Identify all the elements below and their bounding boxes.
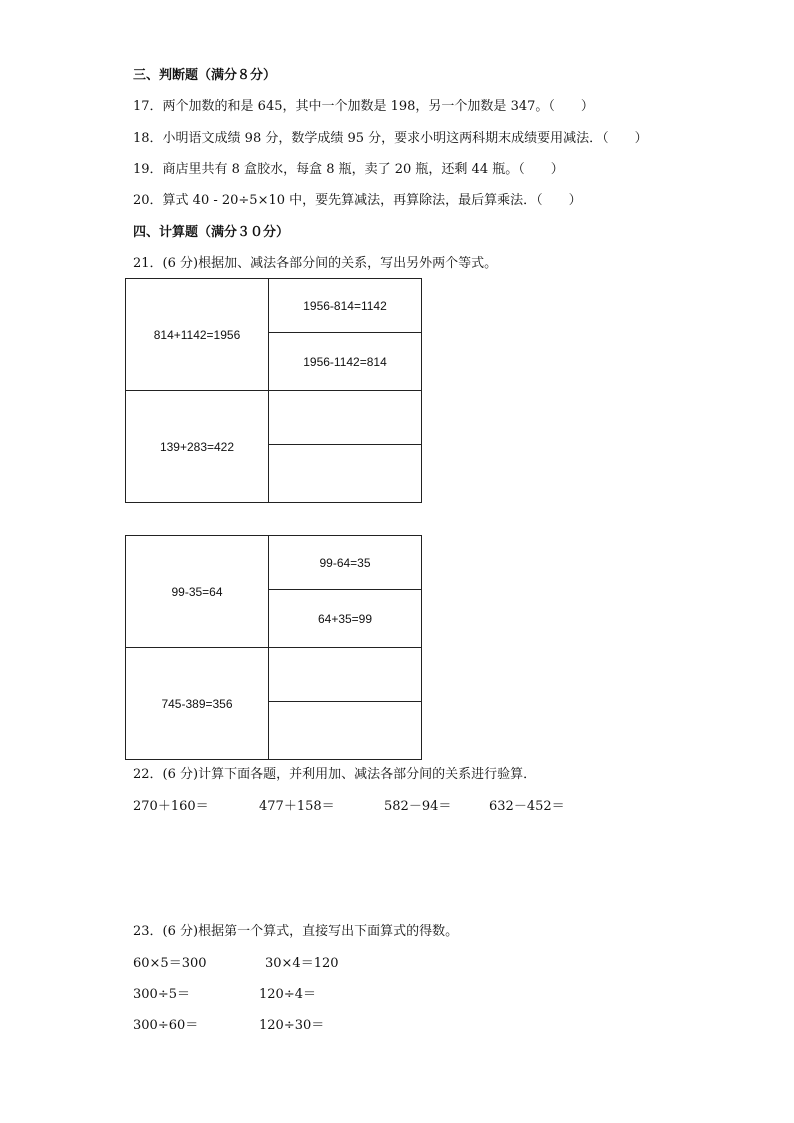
question-20: 20．算式 40 - 20÷5×10 中，要先算减法，再算除法，最后算乘法．（ ） [133,193,582,208]
question-19: 19．商店里共有 8 盒胶水，每盒 8 瓶，卖了 20 瓶，还剩 44 瓶。（ ） [133,162,564,177]
q23-item: 120÷30＝ [259,1018,325,1033]
derived-equation-cell: 64+35=99 [269,590,422,648]
q22-item: 632－452＝ [489,799,565,814]
section-4-title: 四、计算题（满分３０分） [133,225,290,240]
derived-equation-cell: 1956-814=1142 [269,279,422,333]
q22-item: 477＋158＝ [259,799,335,814]
question-21: 21．(6 分)根据加、减法各部分间的关系，写出另外两个等式。 [133,256,498,271]
relation-table-1 [125,278,422,503]
question-22: 22．(6 分)计算下面各题，并利用加、减法各部分间的关系进行验算． [133,767,537,782]
given-equation-cell: 745-389=356 [126,648,269,760]
q23-item: 300÷60＝ [133,1018,199,1033]
answer-blank-cell[interactable] [269,445,422,503]
question-23: 23．(6 分)根据第一个算式，直接写出下面算式的得数。 [133,924,459,939]
q23-item: 300÷5＝ [133,987,190,1002]
given-equation-cell: 99-35=64 [126,536,269,648]
derived-equation-cell: 99-64=35 [269,536,422,590]
derived-equation-cell: 1956-1142=814 [269,333,422,391]
answer-blank-cell[interactable] [269,702,422,760]
q23-given-right: 30×4＝120 [265,956,339,971]
q23-given-left: 60×5＝300 [133,956,207,971]
relation-table-2 [125,535,422,760]
question-17: 17．两个加数的和是 645，其中一个加数是 198，另一个加数是 347。（ ） [133,99,594,114]
q23-item: 120÷4＝ [259,987,316,1002]
q22-item: 270＋160＝ [133,799,209,814]
answer-blank-cell[interactable] [269,648,422,702]
q22-item: 582－94＝ [384,799,452,814]
given-equation-cell: 139+283=422 [126,391,269,503]
answer-blank-cell[interactable] [269,391,422,445]
question-18: 18．小明语文成绩 98 分，数学成绩 95 分，要求小明这两科期末成绩要用减法．（ ） [133,131,648,146]
given-equation-cell: 814+1142=1956 [126,279,269,391]
section-3-title: 三、判断题（满分８分） [133,68,277,83]
